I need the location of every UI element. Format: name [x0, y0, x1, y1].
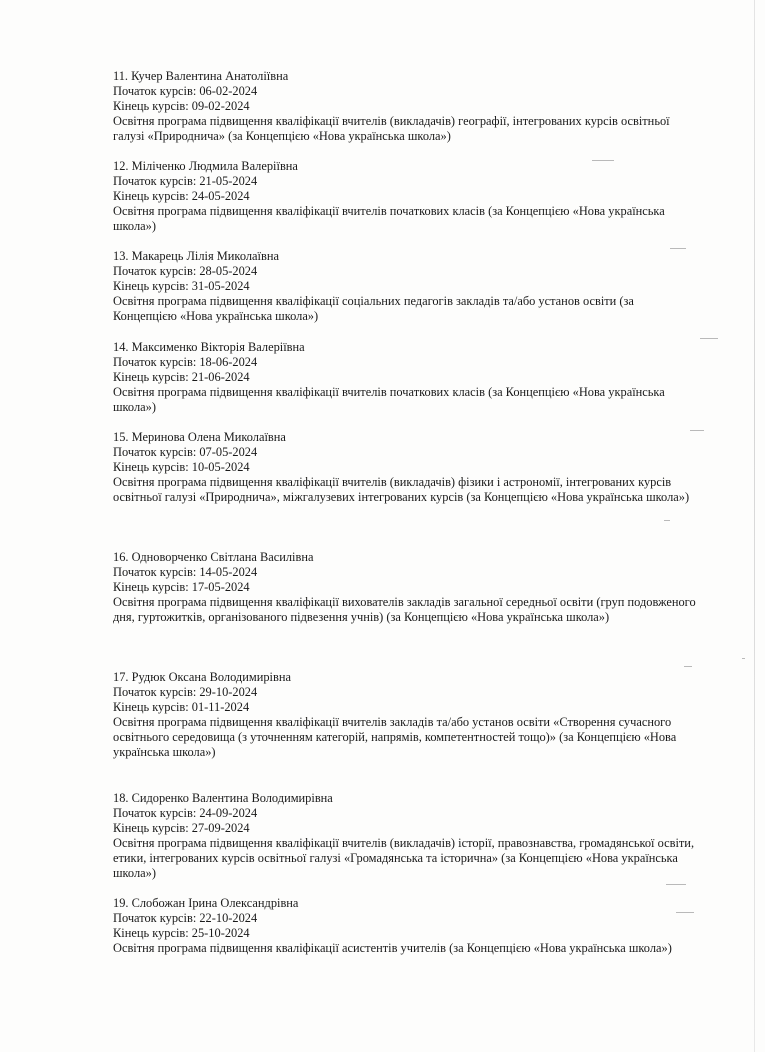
- course-end: Кінець курсів: 25-10-2024: [113, 926, 250, 940]
- teacher-name: 15. Меринова Олена Миколаївна: [113, 430, 286, 444]
- course-program: Освітня програма підвищення кваліфікації вчителів (викладачів) фізики і астрономії, інтегрованих курсів освітньої галузі «Природнича», міжгалузевих інтегрованих курсів (за Концепцією «Нова українська школа»): [113, 475, 690, 504]
- teacher-name: 14. Максименко Вікторія Валеріївна: [113, 340, 305, 354]
- course-end: Кінець курсів: 10-05-2024: [113, 460, 250, 474]
- course-program: Освітня програма підвищення кваліфікації асистентів учителів (за Концепцією «Нова українська школа»): [113, 941, 672, 955]
- course-start: Початок курсів: 07-05-2024: [113, 445, 258, 459]
- course-end: Кінець курсів: 24-05-2024: [113, 189, 250, 203]
- course-program: Освітня програма підвищення кваліфікації соціальних педагогів закладів та/або установ освіти (за Концепцією «Нова українська школа»): [113, 294, 634, 323]
- course-end: Кінець курсів: 31-05-2024: [113, 279, 250, 293]
- course-entry: [113, 249, 698, 324]
- page-edge: [754, 0, 755, 1052]
- teacher-name: 16. Одноворченко Світлана Василівна: [113, 550, 314, 564]
- course-start: Початок курсів: 21-05-2024: [113, 174, 258, 188]
- teacher-name: 11. Кучер Валентина Анатоліївна: [113, 69, 289, 83]
- teacher-name: 18. Сидоренко Валентина Володимирівна: [113, 791, 333, 805]
- course-program: Освітня програма підвищення кваліфікації вчителів початкових класів (за Концепцією «Нова українська школа»): [113, 204, 665, 233]
- course-start: Початок курсів: 29-10-2024: [113, 685, 258, 699]
- course-entry: [113, 69, 698, 144]
- course-start: Початок курсів: 22-10-2024: [113, 911, 258, 925]
- course-start: Початок курсів: 06-02-2024: [113, 84, 258, 98]
- course-program: Освітня програма підвищення кваліфікації вчителів (викладачів) географії, інтегрованих курсів освітньої галузі «Природнича» (за Концепцією «Нова українська школа»): [113, 114, 670, 143]
- course-entry: [113, 430, 698, 505]
- course-end: Кінець курсів: 21-06-2024: [113, 370, 250, 384]
- course-program: Освітня програма підвищення кваліфікації вчителів (викладачів) історії, правознавства, громадянської освіти, етики, інтегрованих курсів освітньої галузі «Громадянська та історична» (за Концепцією «Нова українська школа»): [113, 836, 695, 880]
- course-end: Кінець курсів: 17-05-2024: [113, 580, 250, 594]
- course-entry: [113, 340, 698, 415]
- course-end: Кінець курсів: 01-11-2024: [113, 700, 250, 714]
- teacher-name: 17. Рудюк Оксана Володимирівна: [113, 670, 291, 684]
- scan-mark: [684, 666, 692, 667]
- teacher-name: 13. Макарець Лілія Миколаївна: [113, 249, 279, 263]
- course-end: Кінець курсів: 27-09-2024: [113, 821, 250, 835]
- course-end: Кінець курсів: 09-02-2024: [113, 99, 250, 113]
- scan-mark: [700, 338, 718, 339]
- course-entry: [113, 670, 698, 760]
- course-start: Початок курсів: 14-05-2024: [113, 565, 258, 579]
- course-start: Початок курсів: 18-06-2024: [113, 355, 258, 369]
- course-start: Початок курсів: 28-05-2024: [113, 264, 258, 278]
- scan-mark: [666, 884, 686, 885]
- teacher-name: 19. Слобожан Ірина Олександрівна: [113, 896, 299, 910]
- teacher-name: 12. Міліченко Людмила Валеріївна: [113, 159, 298, 173]
- course-entry: [113, 896, 698, 956]
- course-start: Початок курсів: 24-09-2024: [113, 806, 258, 820]
- course-program: Освітня програма підвищення кваліфікації вчителів початкових класів (за Концепцією «Нова українська школа»): [113, 385, 665, 414]
- course-entry: [113, 791, 698, 881]
- scan-mark: [664, 520, 670, 521]
- scan-mark: [742, 658, 745, 659]
- course-program: Освітня програма підвищення кваліфікації вчителів закладів та/або установ освіти «Створення сучасного освітнього середовища (з уточненням категорій, напрямів, компетентностей тощо)» (за Концепцією «Нова українська школа»): [113, 715, 677, 759]
- course-entry: [113, 550, 698, 625]
- course-entry: [113, 159, 698, 234]
- course-program: Освітня програма підвищення кваліфікації вихователів закладів загальної середньої освіти (груп подовженого дня, гуртожитків, організованого підвезення учнів) (за Концепцією «Нова українська школа»): [113, 595, 696, 624]
